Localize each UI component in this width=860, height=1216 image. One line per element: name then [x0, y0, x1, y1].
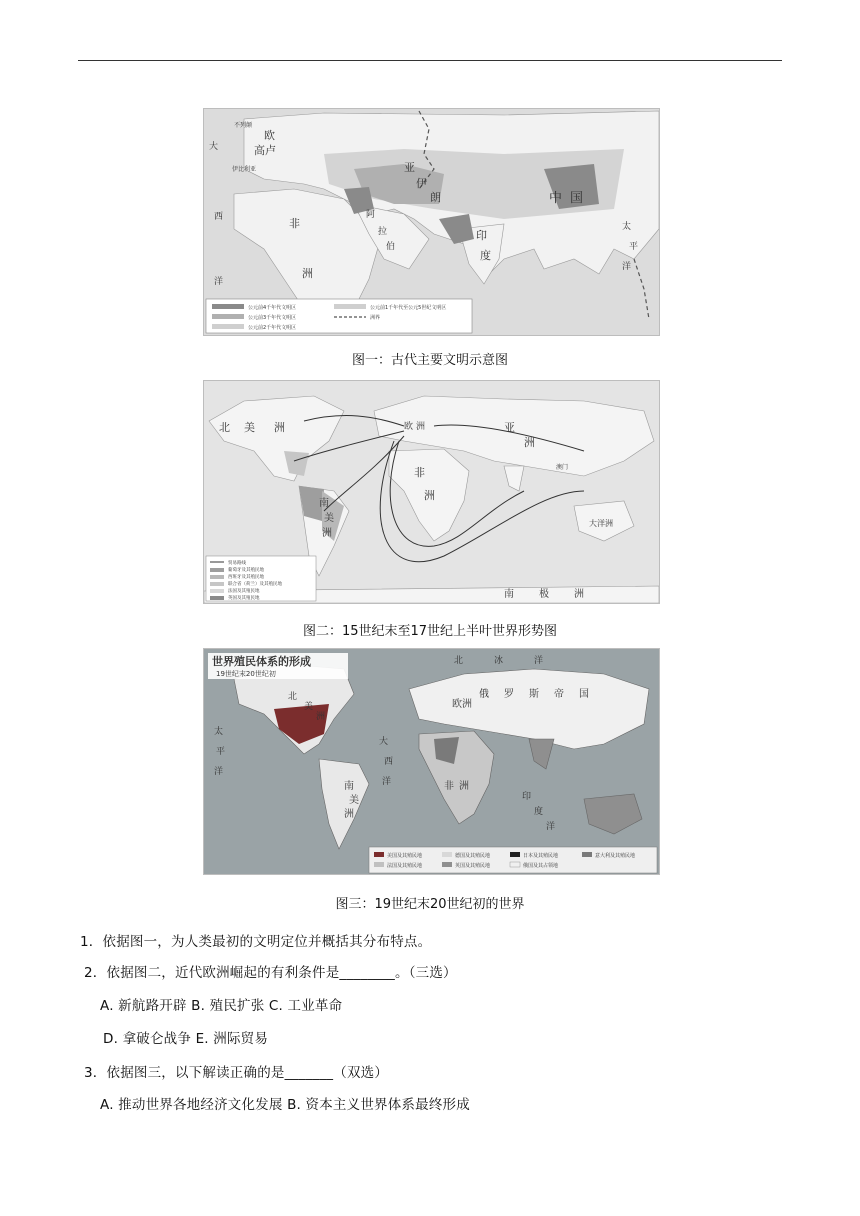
map3-label: 冰 [494, 656, 504, 666]
question-2-options-a: A. 新航路开辟 B. 殖民扩张 C. 工业革命 [100, 998, 343, 1014]
map1-label: 非 [289, 217, 300, 230]
map2-legend: 葡萄牙及其殖民地 [228, 568, 264, 573]
map2-label: 洲 [424, 489, 435, 502]
map3-label: 洋 [214, 767, 224, 777]
colonial-system-map [203, 648, 660, 875]
question-1: 1．依据图一，为人类最初的文明定位并概括其分布特点。 [80, 934, 432, 950]
map1-label: 阿 [366, 210, 376, 220]
map3-subtitle: 19世纪末20世纪初 [216, 670, 276, 678]
map1-label: 伊比利亚 [232, 166, 257, 173]
map3-label: 太 [214, 727, 224, 737]
map2-label: 美 [244, 421, 255, 434]
ancient-civilization-map [203, 108, 660, 336]
map3-label: 洲 [459, 781, 469, 792]
map2-legend: 法国及其殖民地 [228, 589, 260, 594]
map3-label: 南 [344, 781, 354, 792]
map1-label: 洲 [302, 267, 313, 280]
map3-title: 世界殖民体系的形成 [212, 655, 311, 668]
map3-label: 西 [384, 757, 394, 767]
map3-label: 洋 [534, 656, 544, 666]
map3-label: 洲 [316, 712, 326, 722]
map1-label: 中 [549, 191, 563, 206]
map3-label: 罗 [504, 689, 514, 700]
map3-label: 度 [534, 807, 544, 817]
map3-legend: 俄国及其占领地 [523, 863, 559, 869]
map1-label: 亚 [404, 161, 415, 174]
map3-caption: 图三：19世纪末20世纪初的世界 [335, 897, 525, 912]
map3-legend: 日本及其殖民地 [523, 853, 559, 859]
map3-label: 欧洲 [452, 699, 472, 710]
map2-label: 北 [219, 421, 230, 434]
map1-caption: 图一：古代主要文明示意图 [351, 353, 508, 368]
map1-label: 伯 [386, 242, 396, 252]
map1-label: 平 [629, 242, 639, 252]
map3-label: 北 [454, 656, 464, 666]
map1-label: 印 [476, 229, 487, 242]
map1-label: 欧 [264, 129, 275, 142]
map1-legend-1: 公元前4千年代文明区 [248, 305, 297, 311]
map1-label: 太 [622, 222, 632, 232]
map1-label: 高卢 [254, 144, 276, 157]
map1-label: 不列颠 [234, 122, 253, 129]
map1-label: 拉 [378, 227, 388, 237]
map1-label: 朗 [430, 191, 441, 204]
map2-label: 非 [414, 466, 425, 479]
map3-label: 洋 [382, 777, 392, 787]
map3-label: 洋 [546, 822, 556, 832]
map1-label: 洋 [214, 277, 224, 287]
question-3-options-a: A. 推动世界各地经济文化发展 B. 资本主义世界体系最终形成 [100, 1097, 470, 1113]
map2-legend: 英国及其殖民地 [228, 596, 260, 601]
map3-label: 大 [379, 737, 389, 747]
map3-legend: 美国及其殖民地 [387, 853, 423, 859]
map2-label: 欧 [404, 422, 414, 432]
map3-legend: 德国及其殖民地 [455, 853, 491, 859]
question-2-options-b: D. 拿破仑战争 E. 洲际贸易 [103, 1031, 269, 1047]
map2-label: 洲 [322, 528, 332, 539]
map1-legend-5: 洲界 [370, 315, 381, 321]
map1-label: 国 [570, 191, 584, 206]
map2-caption: 图二：15世纪末至17世纪上半叶世界形势图 [302, 624, 558, 639]
map3-legend: 意大利及其殖民地 [595, 853, 636, 859]
map3-label: 北 [288, 692, 298, 702]
map2-label: 洲 [524, 436, 535, 449]
map3-legend: 法国及其殖民地 [387, 863, 423, 869]
map1-label: 大 [209, 142, 219, 152]
map1-legend-2: 公元前3千年代文明区 [248, 315, 297, 321]
map2-label: 大洋洲 [589, 519, 613, 528]
map1-label: 洋 [622, 262, 632, 272]
map2-label: 洲 [274, 421, 285, 434]
map3-label: 平 [216, 747, 226, 757]
header-rule [78, 60, 782, 61]
map3-label: 俄 [479, 689, 489, 700]
map1-label: 伊 [416, 177, 427, 190]
map2-label: 澳门 [556, 464, 569, 471]
map2-legend: 西班牙及其殖民地 [228, 575, 264, 580]
map3-label: 帝 [554, 689, 564, 700]
map2-label: 南 [319, 498, 329, 509]
map3-label: 国 [579, 689, 589, 700]
map3-label: 斯 [529, 689, 539, 700]
map2-label: 亚 [504, 421, 515, 434]
map2-legend: 联合省（荷兰）及其殖民地 [228, 582, 282, 587]
map2-label: 南 [504, 589, 514, 600]
question-3: 3．依据图三，以下解读正确的是_______（双选） [84, 1065, 389, 1081]
map3-label: 洲 [344, 809, 354, 820]
map2-label: 美 [324, 513, 334, 524]
map2-label: 洲 [574, 589, 584, 600]
map3-label: 非 [444, 781, 454, 792]
map3-label: 印 [522, 792, 532, 802]
map3-legend: 英国及其殖民地 [455, 863, 491, 869]
map2-label: 洲 [416, 422, 426, 432]
map3-label: 美 [349, 795, 359, 806]
map2-label: 极 [539, 589, 549, 600]
question-2: 2．依据图二，近代欧洲崛起的有利条件是________。（三选） [84, 965, 457, 981]
age-of-discovery-map [203, 380, 660, 604]
map2-legend: 贸易路线 [228, 561, 246, 566]
map3-label: 美 [304, 702, 314, 712]
map1-legend-4: 公元前1千年代至公元5世纪文明区 [370, 305, 447, 311]
map1-label: 西 [214, 212, 224, 222]
map1-legend-3: 公元前2千年代文明区 [248, 325, 297, 331]
map1-label: 度 [480, 249, 491, 262]
